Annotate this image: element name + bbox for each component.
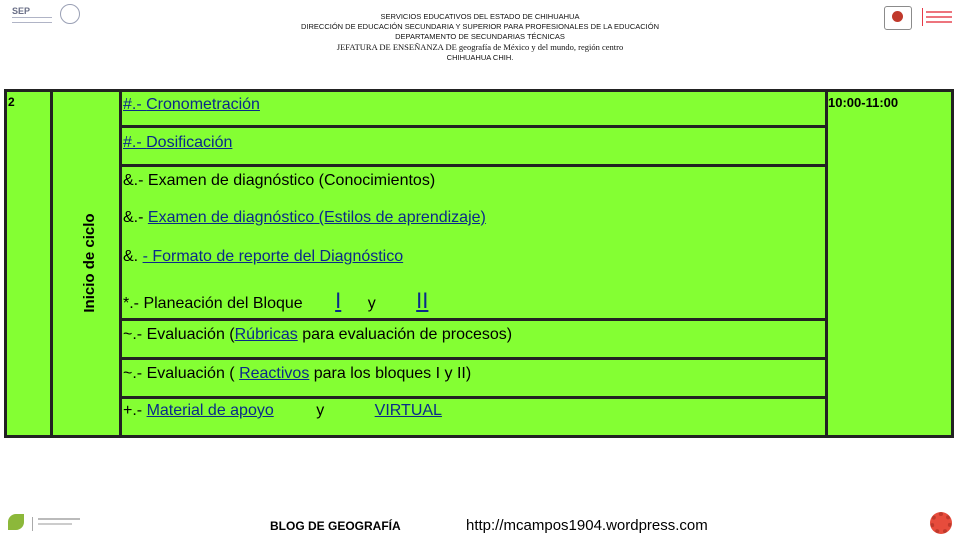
table-row [123,172,435,190]
reactivos-link[interactable]: Reactivos [239,365,310,382]
logo-text-line [38,523,72,525]
row-label: Planeación del Bloque [143,295,303,312]
table-divider [50,92,53,435]
table-row-divider [122,357,825,360]
table-divider [119,92,122,435]
chihuahua-seal-icon [884,6,912,30]
row-prefix: &. [123,248,143,265]
rubricas-link[interactable]: Rúbricas [234,326,298,343]
table-row [123,134,232,152]
block-ii-link[interactable]: II [416,288,429,313]
blog-url-link[interactable]: http://mcampos1904.wordpress.com [466,517,708,534]
footer-logo-left [4,510,84,536]
row-label: Evaluación ( [146,326,235,343]
table-row [123,326,512,344]
sep-logo [8,2,78,32]
row-label-tail: para los bloques I y II) [309,365,472,382]
row-prefix: #.- [123,134,147,151]
block-i-link[interactable]: I [335,288,342,313]
row-prefix: &.- [123,209,148,226]
footer-logo-right [930,512,952,534]
row-label-tail: para evaluación de procesos) [297,326,513,343]
table-row [123,365,471,383]
row-label[interactable]: Dosificación [146,134,233,151]
row-label[interactable]: Examen de diagnóstico (Estilos de aprendizaje) [147,209,486,226]
row-label: Evaluación ( [146,365,240,382]
sep-logo-text: SEP [12,6,31,16]
row-connector: y [367,295,376,312]
mexico-seal-icon [60,4,80,24]
row-number: 2 [8,95,15,109]
table-row [123,288,428,314]
gear-icon [930,512,952,534]
sep-logo-rule [12,17,52,23]
side-label: Inicio de ciclo [81,213,98,313]
table-row [123,248,403,266]
header-line-5: CHIHUAHUA CHIH. [446,53,514,62]
row-prefix: &.- [123,172,148,189]
time-slot: 10:00-11:00 [828,95,899,110]
row-label: Examen de diagnóstico (Conocimientos) [147,172,436,189]
table-row-divider [122,396,825,399]
chihuahua-logo [884,4,954,32]
logo-divider [32,517,33,531]
secretaria-logo-text-icon [922,8,954,26]
table-row-divider [122,318,825,321]
blog-title: BLOG DE GEOGRAFÍA [270,519,401,533]
table-divider [825,92,828,435]
row-prefix: ~.- [123,365,147,382]
row-prefix: +.- [123,402,147,419]
row-prefix: *.- [123,295,144,312]
table-row-divider [122,164,825,167]
row-label[interactable]: - Formato de reporte del Diagnóstico [142,248,404,265]
row-connector: y [316,402,325,419]
table-row [123,402,442,420]
row-prefix: #.- [123,96,147,113]
row-prefix: ~.- [123,326,147,343]
table-row [123,96,260,114]
table-row-divider [122,125,825,128]
table-row [123,209,486,227]
material-apoyo-link[interactable]: Material de apoyo [146,402,274,419]
header-line-2: DIRECCIÓN DE EDUCACIÓN SECUNDARIA Y SUPERIOR PARA PROFESIONALES DE LA EDUCACIÓN [301,22,659,31]
row-label[interactable]: Cronometración [146,96,260,113]
leaf-icon [8,514,24,530]
header-line-3: DEPARTAMENTO DE SECUNDARIAS TÉCNICAS [395,32,565,41]
header-line-1: SERVICIOS EDUCATIVOS DEL ESTADO DE CHIHUAHUA [380,12,580,21]
header-line-4: JEFATURA DE ENSEÑANZA DE geografía de México y del mundo, región centro [336,42,624,52]
virtual-link[interactable]: VIRTUAL [374,402,442,419]
logo-text-line [38,518,80,520]
